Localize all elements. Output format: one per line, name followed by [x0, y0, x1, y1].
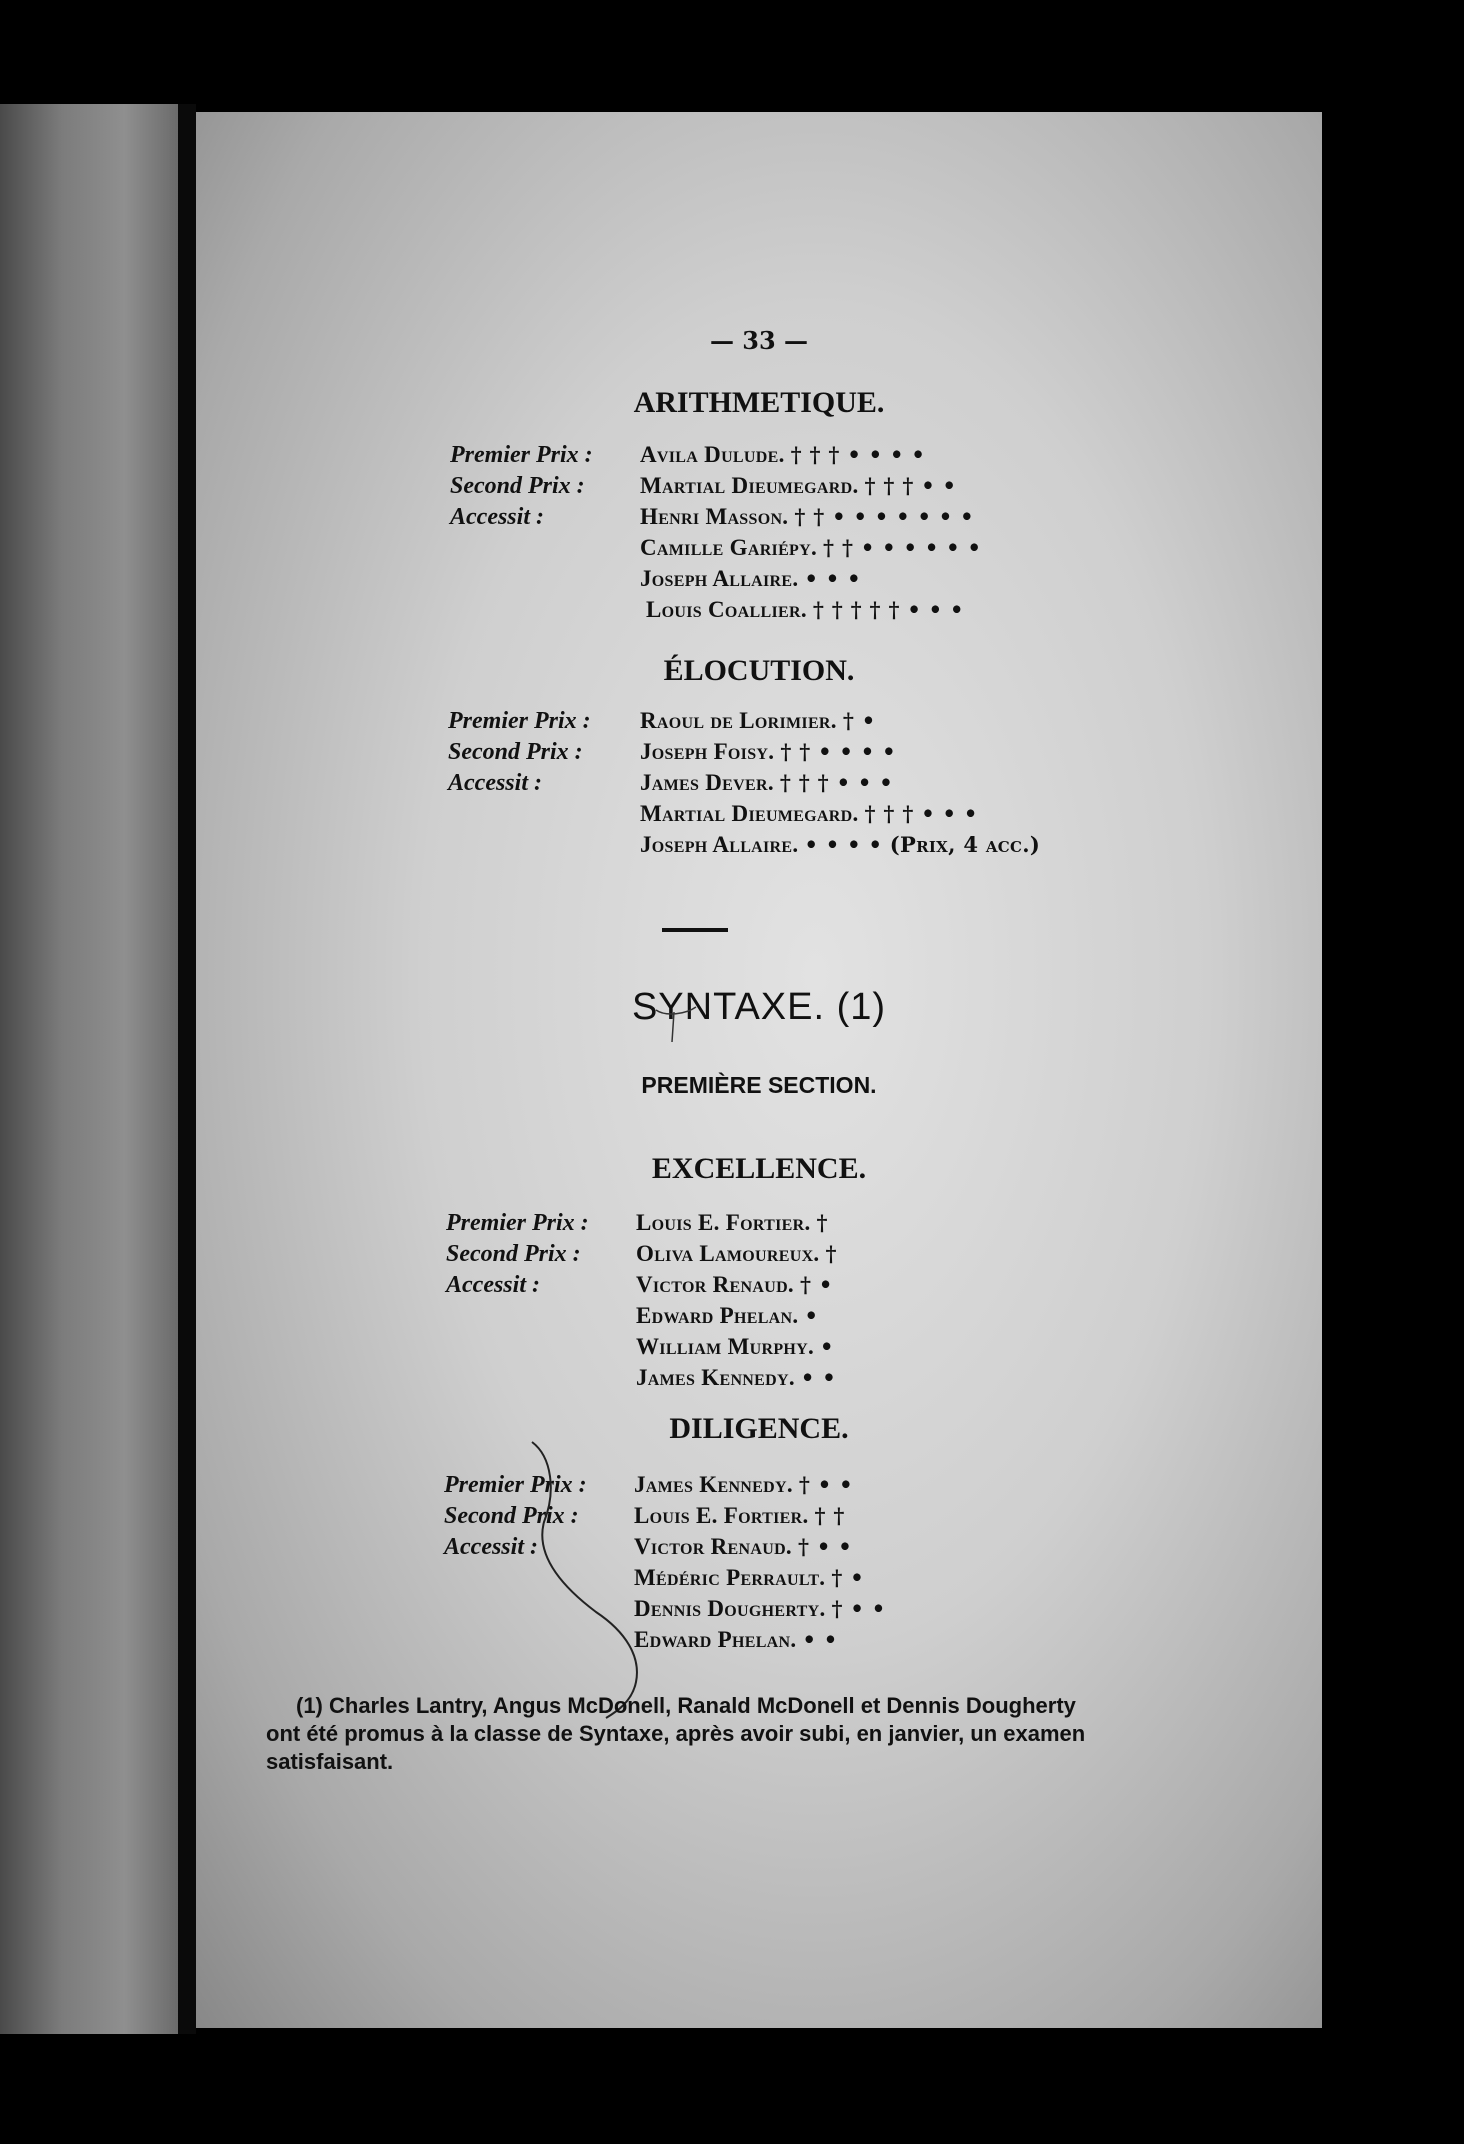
document-page: [196, 112, 1322, 2028]
prize-label: Accessit :: [448, 770, 542, 796]
student-name: James Kennedy.: [636, 1365, 795, 1390]
merit-marks: † •: [831, 1565, 864, 1590]
merit-marks: • • •: [804, 566, 861, 591]
section-title-diligence: DILIGENCE.: [669, 1412, 849, 1445]
student-name: Louis E. Fortier.: [636, 1210, 811, 1235]
merit-marks: † † † • •: [864, 473, 957, 498]
merit-marks: † † • • • • • • •: [794, 504, 974, 529]
section-title-excellence: EXCELLENCE.: [651, 1152, 867, 1185]
merit-marks: † •: [842, 708, 876, 733]
student-name: Victor Renaud.: [634, 1534, 792, 1559]
merit-marks: •: [820, 1334, 834, 1359]
prize-label: Second Prix :: [444, 1503, 579, 1529]
prize-label: Premier Prix :: [450, 442, 593, 468]
student-name: Raoul de Lorimier.: [640, 708, 837, 733]
student-name: William Murphy.: [636, 1334, 815, 1359]
merit-marks: † • •: [797, 1534, 852, 1559]
student-name: Louis Coallier.: [646, 597, 807, 622]
merit-marks: †: [825, 1241, 837, 1266]
merit-marks: †: [816, 1210, 828, 1235]
main-heading-syntaxe: SYNTAXE. (1): [631, 986, 887, 1028]
student-name: Joseph Allaire.: [640, 832, 799, 857]
student-name: Joseph Allaire.: [640, 566, 799, 591]
merit-marks: • • • • (Prix, 4 acc.): [804, 832, 1041, 857]
prize-label: Accessit :: [446, 1272, 540, 1298]
merit-marks: •: [804, 1303, 819, 1328]
footnote: (1) Charles Lantry, Angus McDonell, Ranald McDonell et Dennis Dougherty ont été promus à la classe de Syntaxe, après avoir subi, en janvier, un examen satisfaisant.: [266, 1693, 1086, 1774]
student-name: Louis E. Fortier.: [634, 1503, 809, 1528]
student-name: Martial Dieumegard.: [640, 473, 859, 498]
student-name: Médéric Perrault.: [634, 1565, 826, 1590]
merit-marks: † † † • • • •: [790, 442, 926, 467]
prize-label: Second Prix :: [450, 473, 585, 499]
section-title-arithmetique: ARITHMETIQUE.: [633, 386, 885, 419]
student-name: Avila Dulude.: [640, 442, 785, 467]
facing-page: [0, 104, 178, 2034]
student-name: Oliva Lamoureux.: [636, 1241, 820, 1266]
merit-marks: † • •: [798, 1472, 853, 1497]
merit-marks: † • •: [831, 1596, 886, 1621]
prize-label: Premier Prix :: [446, 1210, 589, 1236]
section-subheading: PREMIÈRE SECTION.: [641, 1072, 877, 1098]
prize-label: Accessit :: [444, 1534, 538, 1560]
prize-label: Accessit :: [450, 504, 544, 530]
student-name: Edward Phelan.: [636, 1303, 799, 1328]
merit-marks: † † † • • •: [864, 801, 978, 826]
merit-marks: † † • • • •: [780, 739, 896, 764]
prize-label: Second Prix :: [448, 739, 583, 765]
student-name: Martial Dieumegard.: [640, 801, 859, 826]
student-name: James Kennedy.: [634, 1472, 793, 1497]
student-name: Edward Phelan.: [634, 1627, 797, 1652]
merit-marks: • •: [800, 1365, 836, 1390]
merit-marks: † •: [799, 1272, 833, 1297]
merit-marks: • •: [802, 1627, 838, 1652]
student-name: Dennis Dougherty.: [634, 1596, 826, 1621]
student-name: Joseph Foisy.: [640, 739, 775, 764]
student-name: Victor Renaud.: [636, 1272, 794, 1297]
merit-marks: † † • • • • • •: [823, 535, 982, 560]
merit-marks: † † † • • •: [779, 770, 893, 795]
student-name: Henri Masson.: [640, 504, 789, 529]
merit-marks: † †: [814, 1503, 845, 1528]
page-gutter: [178, 104, 196, 2034]
prize-label: Premier Prix :: [448, 708, 591, 734]
section-title-elocution: ÉLOCUTION.: [663, 654, 855, 687]
prize-label: Second Prix :: [446, 1241, 581, 1267]
prize-label: Premier Prix :: [444, 1472, 587, 1498]
page-number: — 33 —: [709, 326, 809, 355]
student-name: James Dever.: [640, 770, 774, 795]
merit-marks: † † † † † • • •: [812, 597, 964, 622]
student-name: Camille Gariépy.: [640, 535, 818, 560]
